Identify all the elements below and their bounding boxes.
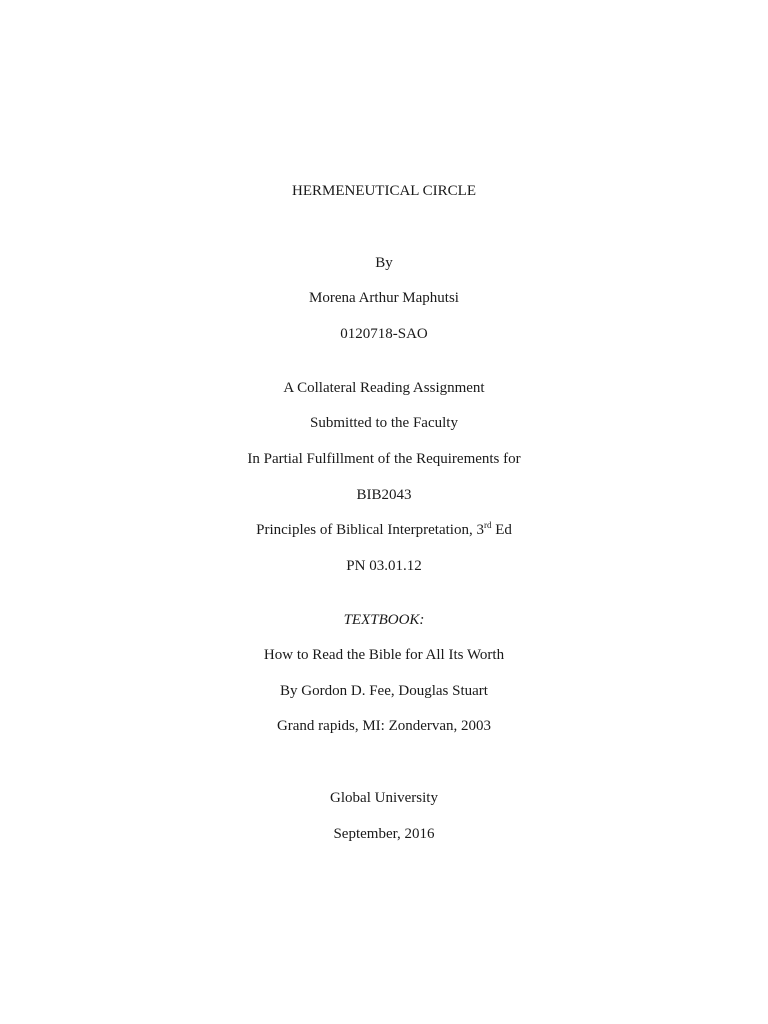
textbook-authors: By Gordon D. Fee, Douglas Stuart — [280, 683, 488, 699]
assignment-line-1: A Collateral Reading Assignment — [283, 380, 485, 396]
pn-code: PN 03.01.12 — [346, 558, 422, 574]
assignment-line-2: Submitted to the Faculty — [310, 415, 458, 431]
course-name-superscript: rd — [483, 520, 492, 530]
institution-name: Global University — [330, 790, 438, 806]
course-name-prefix: Principles of Biblical Interpretation, 3 — [256, 522, 484, 538]
textbook-publisher: Grand rapids, MI: Zondervan, 2003 — [276, 718, 492, 734]
by-label: By — [375, 255, 393, 271]
document-title: HERMENEUTICAL CIRCLE — [291, 183, 476, 199]
textbook-label: TEXTBOOK: — [343, 612, 425, 628]
author-name: Morena Arthur Maphutsi — [309, 290, 459, 306]
course-name — [0, 521, 768, 539]
submission-date: September, 2016 — [333, 826, 435, 842]
student-id: 0120718-SAO — [340, 326, 428, 342]
textbook-title: How to Read the Bible for All Its Worth — [263, 647, 505, 663]
course-code: BIB2043 — [356, 487, 412, 503]
assignment-line-3: In Partial Fulfillment of the Requirements for — [247, 451, 521, 467]
course-name-suffix: Ed — [491, 522, 512, 538]
